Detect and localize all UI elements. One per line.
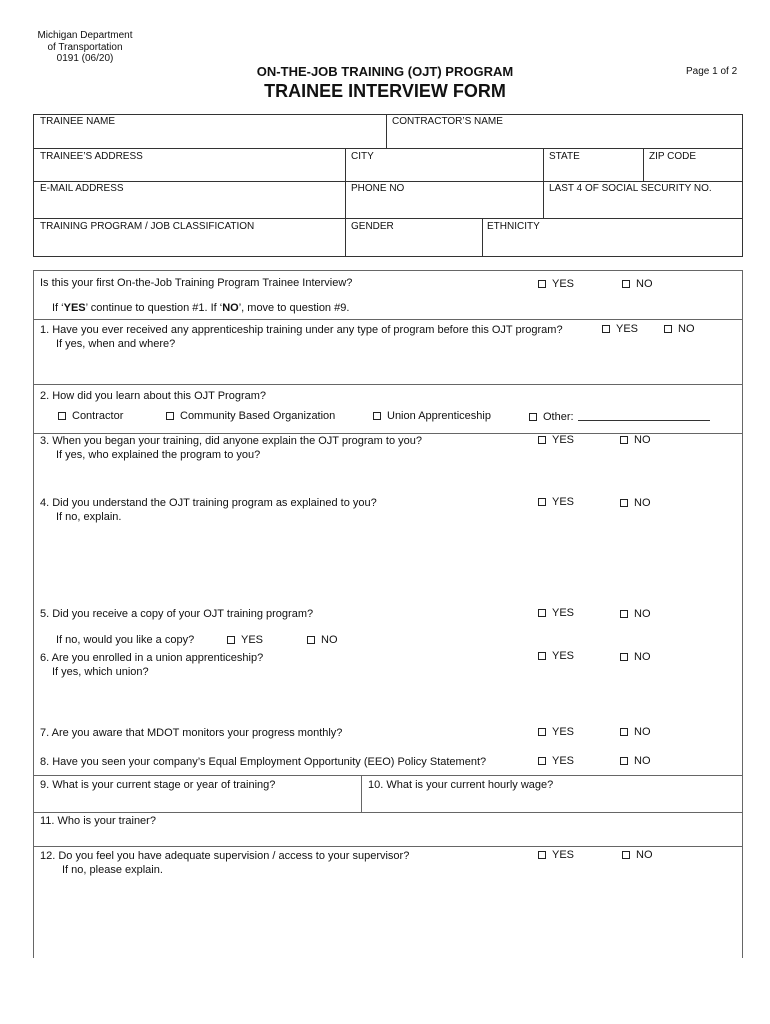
q12-no-checkbox[interactable]: NO xyxy=(622,849,653,861)
checkbox-icon xyxy=(166,412,174,420)
question-11[interactable]: 11. Who is your trainer? xyxy=(40,815,156,827)
question-8: 8. Have you seen your company’s Equal Employment Opportunity (EEO) Policy Statement? xyxy=(40,756,487,768)
divider xyxy=(386,114,387,148)
checkbox-icon xyxy=(620,499,628,507)
agency-line-2: of Transportation xyxy=(47,41,123,53)
checkbox-icon xyxy=(538,728,546,736)
question-1: 1. Have you ever received any apprenticeship training under any type of program before this OJT program? If yes, when and where? xyxy=(40,324,563,350)
question-2: 2. How did you learn about this OJT Program? xyxy=(40,390,267,402)
question-12: 12. Do you feel you have adequate supervision / access to your supervisor? If no, please explain. xyxy=(40,850,410,876)
q8-no-checkbox[interactable]: NO xyxy=(620,755,651,767)
intro-note: If ‘YES’ continue to question #1. If ‘NO’, move to question #9. xyxy=(52,302,350,314)
phone-field[interactable]: PHONE NO xyxy=(351,183,405,194)
question-6: 6. Are you enrolled in a union apprenticeship? If yes, which union? xyxy=(40,652,264,678)
checkbox-icon xyxy=(620,757,628,765)
zip-code-field[interactable]: ZIP CODE xyxy=(649,151,697,162)
divider xyxy=(543,148,544,218)
q5-yes-checkbox[interactable]: YES xyxy=(538,607,574,619)
checkbox-icon xyxy=(664,325,672,333)
q1-yes-checkbox[interactable]: YES xyxy=(602,323,638,335)
trainee-name-field[interactable]: TRAINEE NAME xyxy=(40,116,116,127)
q2-other-checkbox[interactable]: Other: xyxy=(529,410,710,423)
q7-yes-checkbox[interactable]: YES xyxy=(538,726,574,738)
checkbox-icon xyxy=(373,412,381,420)
intro-question: Is this your first On-the-Job Training Program Trainee Interview? xyxy=(40,277,353,289)
gender-field[interactable]: GENDER xyxy=(351,221,394,232)
divider xyxy=(345,148,346,257)
checkbox-icon xyxy=(620,653,628,661)
intro-no-checkbox[interactable]: NO xyxy=(622,278,653,290)
q12-yes-checkbox[interactable]: YES xyxy=(538,849,574,861)
ssn-last4-field[interactable]: LAST 4 OF SOCIAL SECURITY NO. xyxy=(549,183,712,194)
q5-copy-no-checkbox[interactable]: NO xyxy=(307,634,338,646)
checkbox-icon xyxy=(538,757,546,765)
checkbox-icon xyxy=(622,851,630,859)
agency-line-1: Michigan Department xyxy=(37,30,133,41)
checkbox-icon xyxy=(620,728,628,736)
divider xyxy=(643,148,644,181)
checkbox-icon xyxy=(227,636,235,644)
checkbox-icon xyxy=(307,636,315,644)
divider xyxy=(33,270,743,271)
q3-no-checkbox[interactable]: NO xyxy=(620,434,651,446)
ethnicity-field[interactable]: ETHNICITY xyxy=(487,221,540,232)
question-3: 3. When you began your training, did anyone explain the OJT program to you? If yes, who explained the program to you? xyxy=(40,435,422,461)
question-4: 4. Did you understand the OJT training program as explained to you? If no, explain. xyxy=(40,497,377,523)
questionnaire-right-border xyxy=(742,270,743,958)
divider xyxy=(33,775,743,776)
checkbox-icon xyxy=(538,652,546,660)
q1-no-checkbox[interactable]: NO xyxy=(664,323,695,335)
city-field[interactable]: CITY xyxy=(351,151,374,162)
q7-no-checkbox[interactable]: NO xyxy=(620,726,651,738)
program-title: ON-THE-JOB TRAINING (OJT) PROGRAM xyxy=(256,64,514,79)
q5-followup: If no, would you like a copy? xyxy=(56,634,195,646)
q6-yes-checkbox[interactable]: YES xyxy=(538,650,574,662)
checkbox-icon xyxy=(538,498,546,506)
divider xyxy=(33,319,743,320)
trainee-address-field[interactable]: TRAINEE’S ADDRESS xyxy=(40,151,143,162)
checkbox-icon xyxy=(602,325,610,333)
q2-union-checkbox[interactable]: Union Apprenticeship xyxy=(373,410,491,422)
checkbox-icon xyxy=(538,851,546,859)
q2-contractor-checkbox[interactable]: Contractor xyxy=(58,410,123,422)
divider xyxy=(33,846,743,847)
q4-no-checkbox[interactable]: NO xyxy=(620,497,651,509)
page-number: Page 1 of 2 xyxy=(686,66,738,77)
q6-no-checkbox[interactable]: NO xyxy=(620,651,651,663)
question-10[interactable]: 10. What is your current hourly wage? xyxy=(368,779,554,791)
training-program-field[interactable]: TRAINING PROGRAM / JOB CLASSIFICATION xyxy=(40,221,255,232)
q5-copy-yes-checkbox[interactable]: YES xyxy=(227,634,263,646)
q5-no-checkbox[interactable]: NO xyxy=(620,608,651,620)
q2-community-checkbox[interactable]: Community Based Organization xyxy=(166,410,335,422)
q2-other-input[interactable] xyxy=(578,410,710,421)
divider xyxy=(482,218,483,257)
divider xyxy=(361,775,362,812)
divider xyxy=(33,148,743,149)
form-number: 0191 (06/20) xyxy=(56,53,114,64)
q3-yes-checkbox[interactable]: YES xyxy=(538,434,574,446)
q8-yes-checkbox[interactable]: YES xyxy=(538,755,574,767)
question-7: 7. Are you aware that MDOT monitors your progress monthly? xyxy=(40,727,343,739)
question-9[interactable]: 9. What is your current stage or year of training? xyxy=(40,779,276,791)
questionnaire-left-border xyxy=(33,270,34,958)
divider xyxy=(33,812,743,813)
form-title: TRAINEE INTERVIEW FORM xyxy=(264,81,506,101)
checkbox-icon xyxy=(529,413,537,421)
checkbox-icon xyxy=(622,280,630,288)
state-field[interactable]: STATE xyxy=(549,151,580,162)
agency-block xyxy=(30,30,140,65)
checkbox-icon xyxy=(538,609,546,617)
divider xyxy=(33,384,743,385)
question-5: 5. Did you receive a copy of your OJT training program? xyxy=(40,608,314,620)
checkbox-icon xyxy=(620,436,628,444)
checkbox-icon xyxy=(538,280,546,288)
checkbox-icon xyxy=(58,412,66,420)
email-field[interactable]: E-MAIL ADDRESS xyxy=(40,183,124,194)
contractor-name-field[interactable]: CONTRACTOR’S NAME xyxy=(392,116,503,127)
q4-yes-checkbox[interactable]: YES xyxy=(538,496,574,508)
divider xyxy=(33,218,743,219)
intro-yes-checkbox[interactable]: YES xyxy=(538,278,574,290)
checkbox-icon xyxy=(538,436,546,444)
checkbox-icon xyxy=(620,610,628,618)
divider xyxy=(33,181,743,182)
